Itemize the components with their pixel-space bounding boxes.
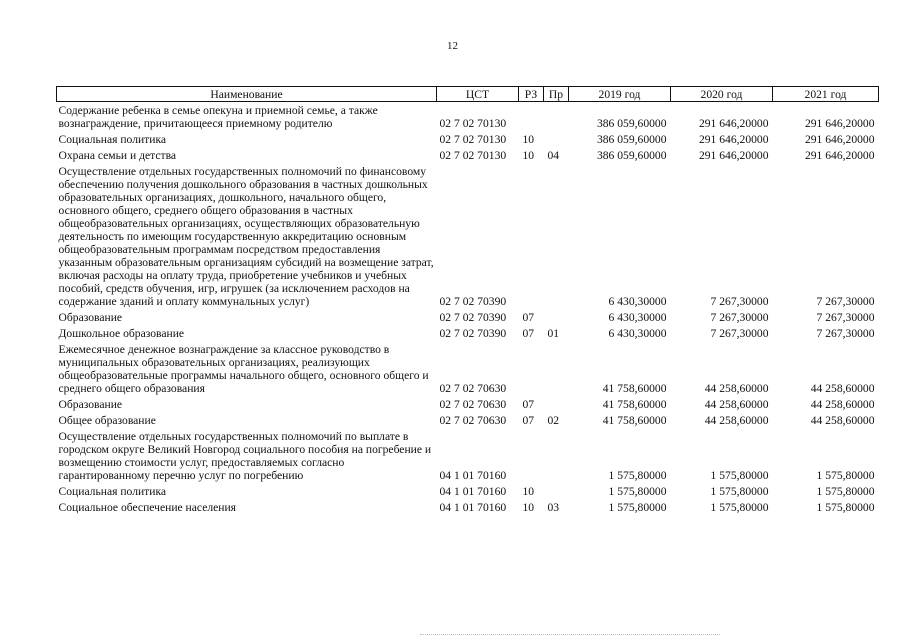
row-2021: 291 646,20000	[804, 133, 875, 146]
row-pr	[544, 130, 569, 146]
row-cst: 04 1 01 70160	[439, 485, 507, 498]
row-name: Ежемесячное денежное вознаграждение за классное руководство в муниципальных образовательных организациях, реализующих общеобразовательные программы начального общего, основного общего и среднего общего образования	[58, 343, 429, 395]
row-name: Социальная политика	[58, 485, 167, 498]
table-row	[57, 324, 879, 340]
table-row	[57, 411, 879, 427]
row-name: Осуществление отдельных государственных полномочий по выплате в городском округе Великий Новгород социального пособия на погребение и возмещению стоимости услуг, предоставляемых согласно гарантированному перечню услуг по погребению	[58, 430, 432, 482]
row-cst: 02 7 02 70390	[439, 327, 507, 340]
row-2019: 386 059,60000	[596, 149, 667, 162]
row-2019: 1 575,80000	[608, 469, 667, 482]
row-2020: 7 267,30000	[710, 327, 769, 340]
table-row	[57, 395, 879, 411]
row-pr: 02	[547, 414, 560, 427]
scan-artifact-line	[420, 634, 720, 637]
row-name: Образование	[58, 311, 123, 324]
row-2019: 386 059,60000	[596, 117, 667, 130]
table-row	[57, 162, 879, 308]
row-cst: 02 7 02 70630	[439, 398, 507, 411]
row-cst: 02 7 02 70390	[439, 311, 507, 324]
row-pr: 03	[547, 501, 560, 514]
page-number: 12	[447, 40, 458, 52]
table-row	[57, 427, 879, 482]
row-2020: 291 646,20000	[698, 149, 769, 162]
row-2020: 291 646,20000	[698, 117, 769, 130]
row-2019: 6 430,30000	[608, 327, 667, 340]
row-2021: 44 258,60000	[810, 398, 875, 411]
table-row	[57, 308, 879, 324]
header-row	[57, 87, 879, 102]
row-2020: 44 258,60000	[704, 382, 769, 395]
header-2021: 2021 год	[773, 87, 879, 102]
row-rz	[519, 162, 544, 308]
row-name: Социальное обеспечение населения	[58, 501, 237, 514]
row-cst: 02 7 02 70390	[439, 295, 507, 308]
budget-table	[56, 86, 879, 514]
row-cst: 04 1 01 70160	[439, 501, 507, 514]
row-name: Общее образование	[58, 414, 156, 427]
row-cst: 02 7 02 70630	[439, 414, 507, 427]
row-rz	[519, 102, 544, 131]
row-2019: 41 758,60000	[602, 382, 667, 395]
row-2020: 1 575,80000	[710, 485, 769, 498]
row-2019: 1 575,80000	[608, 485, 667, 498]
row-2021: 291 646,20000	[804, 117, 875, 130]
row-cst: 02 7 02 70130	[439, 117, 507, 130]
row-cst: 02 7 02 70130	[439, 133, 507, 146]
row-pr	[544, 427, 569, 482]
row-2020: 291 646,20000	[698, 133, 769, 146]
header-2020: 2020 год	[671, 87, 773, 102]
row-rz: 07	[522, 327, 535, 340]
row-2019: 6 430,30000	[608, 295, 667, 308]
table-row	[57, 146, 879, 162]
header-2019: 2019 год	[569, 87, 671, 102]
table-row	[57, 340, 879, 395]
table-row	[57, 482, 879, 498]
row-pr: 01	[547, 327, 560, 340]
row-2021: 7 267,30000	[816, 295, 875, 308]
row-cst: 02 7 02 70630	[439, 382, 507, 395]
row-pr	[544, 340, 569, 395]
row-2021: 44 258,60000	[810, 382, 875, 395]
row-pr	[544, 162, 569, 308]
row-2021: 1 575,80000	[816, 501, 875, 514]
table-body	[57, 102, 879, 515]
row-2019: 386 059,60000	[596, 133, 667, 146]
row-name: Дошкольное образование	[58, 327, 185, 340]
row-2019: 41 758,60000	[602, 398, 667, 411]
row-cst: 02 7 02 70130	[439, 149, 507, 162]
row-name: Осуществление отдельных государственных полномочий по финансовому обеспечению получения дошкольного образования в частных дошкольных образовательных организациях, дошкольного, начального общего, основного общего, среднего общего образования в частных общеобразовательных организациях, осуществляющих образовательную деятельность по имеющим государственную аккредитацию основным общеобразовательным программам посредством предоставления указанным образовательным организациям субсидий на возмещение затрат, включая расходы на оплату труда, приобретение учебников и учебных пособий, средств обучения, игр, игрушек (за исключением расходов на содержание зданий и оплату коммунальных услуг)	[58, 165, 434, 308]
row-2021: 1 575,80000	[816, 485, 875, 498]
row-name: Образование	[58, 398, 123, 411]
row-rz: 10	[522, 485, 535, 498]
row-cst: 04 1 01 70160	[439, 469, 507, 482]
row-pr	[544, 102, 569, 131]
row-2021: 44 258,60000	[810, 414, 875, 427]
row-rz	[519, 427, 544, 482]
table-row	[57, 102, 879, 131]
row-rz: 07	[522, 398, 535, 411]
table-header	[57, 87, 879, 102]
row-rz: 07	[522, 311, 535, 324]
row-name: Социальная политика	[58, 133, 167, 146]
row-2020: 1 575,80000	[710, 469, 769, 482]
row-2020: 7 267,30000	[710, 311, 769, 324]
row-pr	[544, 395, 569, 411]
row-2021: 7 267,30000	[816, 311, 875, 324]
row-rz: 10	[522, 501, 535, 514]
table-row	[57, 498, 879, 514]
row-pr: 04	[547, 149, 560, 162]
row-rz: 10	[522, 149, 535, 162]
header-rz: РЗ	[519, 87, 544, 102]
row-2021: 7 267,30000	[816, 327, 875, 340]
row-2019: 1 575,80000	[608, 501, 667, 514]
row-rz: 10	[522, 133, 535, 146]
row-rz: 07	[522, 414, 535, 427]
header-pr: Пр	[544, 87, 569, 102]
row-rz	[519, 340, 544, 395]
row-pr	[544, 482, 569, 498]
header-cst: ЦСТ	[437, 87, 519, 102]
row-2019: 41 758,60000	[602, 414, 667, 427]
row-2021: 291 646,20000	[804, 149, 875, 162]
row-2020: 7 267,30000	[710, 295, 769, 308]
table-row	[57, 130, 879, 146]
row-2020: 1 575,80000	[710, 501, 769, 514]
header-name: Наименование	[57, 87, 437, 102]
row-2020: 44 258,60000	[704, 398, 769, 411]
row-name: Содержание ребенка в семье опекуна и приемной семье, а также вознаграждение, причитающееся приемному родителю	[58, 104, 378, 130]
row-2021: 1 575,80000	[816, 469, 875, 482]
row-2020: 44 258,60000	[704, 414, 769, 427]
row-2019: 6 430,30000	[608, 311, 667, 324]
row-pr	[544, 308, 569, 324]
row-name: Охрана семьи и детства	[58, 149, 177, 162]
